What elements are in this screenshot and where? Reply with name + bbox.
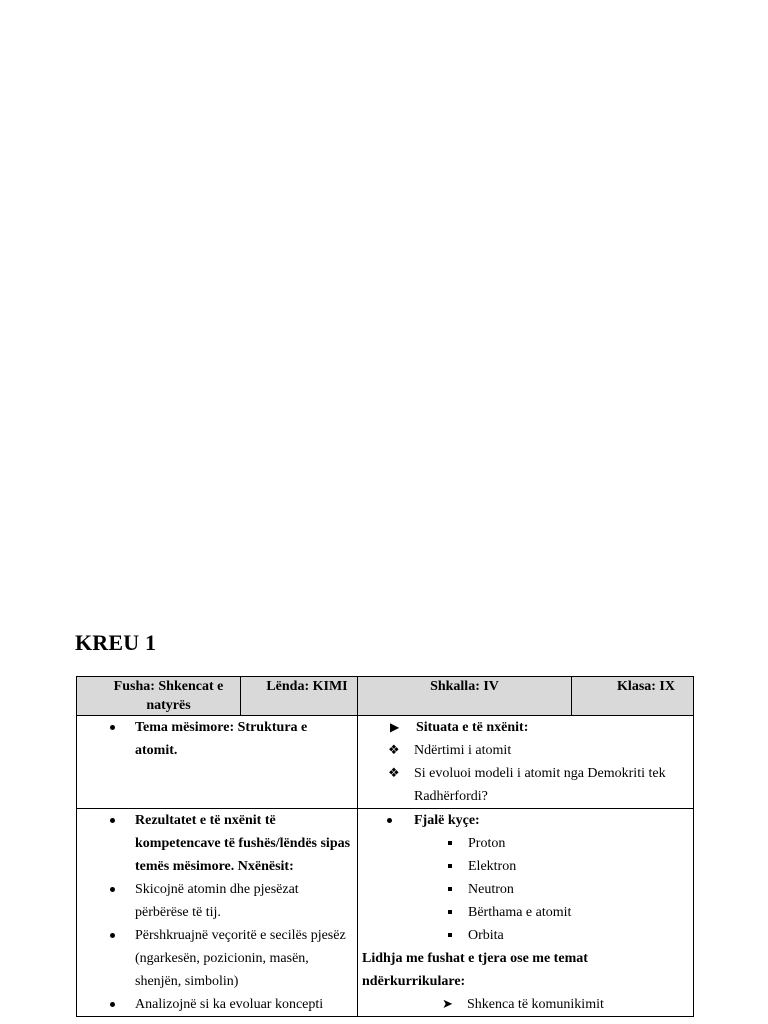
keywords-heading: Fjalë kyçe: bbox=[414, 809, 689, 832]
lesson-plan-table bbox=[76, 676, 694, 1017]
topic-list bbox=[77, 716, 353, 762]
subject-label: Lënda: KIMI bbox=[266, 679, 348, 694]
keywords-heading-list bbox=[358, 809, 689, 832]
table-header-row bbox=[77, 677, 694, 716]
keywords-cell bbox=[358, 809, 694, 1017]
situation-cell bbox=[358, 716, 694, 809]
list-item: Analizojnë si ka evoluar koncepti bbox=[77, 993, 353, 1016]
list-item: Skicojnë atomin dhe pjesëzat përbërëse të tij. bbox=[77, 878, 353, 924]
outcomes-heading: Rezultatet e të nxënit të kompetencave të fushës/lëndës sipas temës mësimore. Nxënësit: bbox=[77, 809, 353, 878]
diamond-bullet-icon: ❖ bbox=[388, 766, 400, 781]
topic-item: Tema mësimore: Struktura e atomit. bbox=[77, 716, 353, 762]
triangle-right-icon: ▶ bbox=[390, 720, 400, 734]
level-label: Shkalla: IV bbox=[430, 679, 499, 694]
list-item: Proton bbox=[358, 832, 689, 855]
topic-cell bbox=[77, 716, 358, 809]
outcomes-list bbox=[77, 809, 353, 1016]
situation-list bbox=[358, 739, 689, 808]
field-label: Fusha: Shkencat e natyrës bbox=[113, 679, 224, 713]
list-item: Elektron bbox=[358, 855, 689, 878]
list-item: Përshkruajnë veçoritë e secilës pjesëz (ngarkesën, pozicionin, masën, shenjën, simbolin) bbox=[77, 924, 353, 993]
situation-heading bbox=[358, 716, 689, 739]
list-item bbox=[358, 739, 689, 762]
outcomes-cell bbox=[77, 809, 358, 1017]
grade-label: Klasa: IX bbox=[617, 679, 675, 694]
list-item: Bërthama e atomit bbox=[358, 901, 689, 924]
keywords-list bbox=[358, 832, 689, 947]
grade-cell bbox=[572, 677, 694, 716]
subject-cell bbox=[241, 677, 358, 716]
diamond-bullet-icon: ❖ bbox=[388, 743, 400, 758]
situation-text: Ndërtimi i atomit bbox=[414, 743, 512, 758]
list-item bbox=[358, 993, 689, 1016]
situation-label: Situata e të nxënit: bbox=[416, 720, 529, 735]
list-item bbox=[358, 762, 689, 808]
arrow-bullet-icon: ➤ bbox=[442, 997, 453, 1012]
topic-row bbox=[77, 716, 694, 809]
field-cell bbox=[77, 677, 241, 716]
links-heading: Lidhja me fushat e tjera ose me temat ndërkurrikulare: bbox=[362, 951, 588, 989]
situation-text: Si evoluoi modeli i atomit nga Demokriti tek Radhërfordi? bbox=[414, 766, 666, 804]
link-text: Shkenca të komunikimit bbox=[467, 997, 604, 1012]
list-item: Neutron bbox=[358, 878, 689, 901]
list-item: Orbita bbox=[358, 924, 689, 947]
links-list bbox=[358, 993, 689, 1016]
outcomes-row bbox=[77, 809, 694, 1017]
level-cell bbox=[358, 677, 572, 716]
chapter-heading: KREU 1 bbox=[75, 630, 157, 655]
